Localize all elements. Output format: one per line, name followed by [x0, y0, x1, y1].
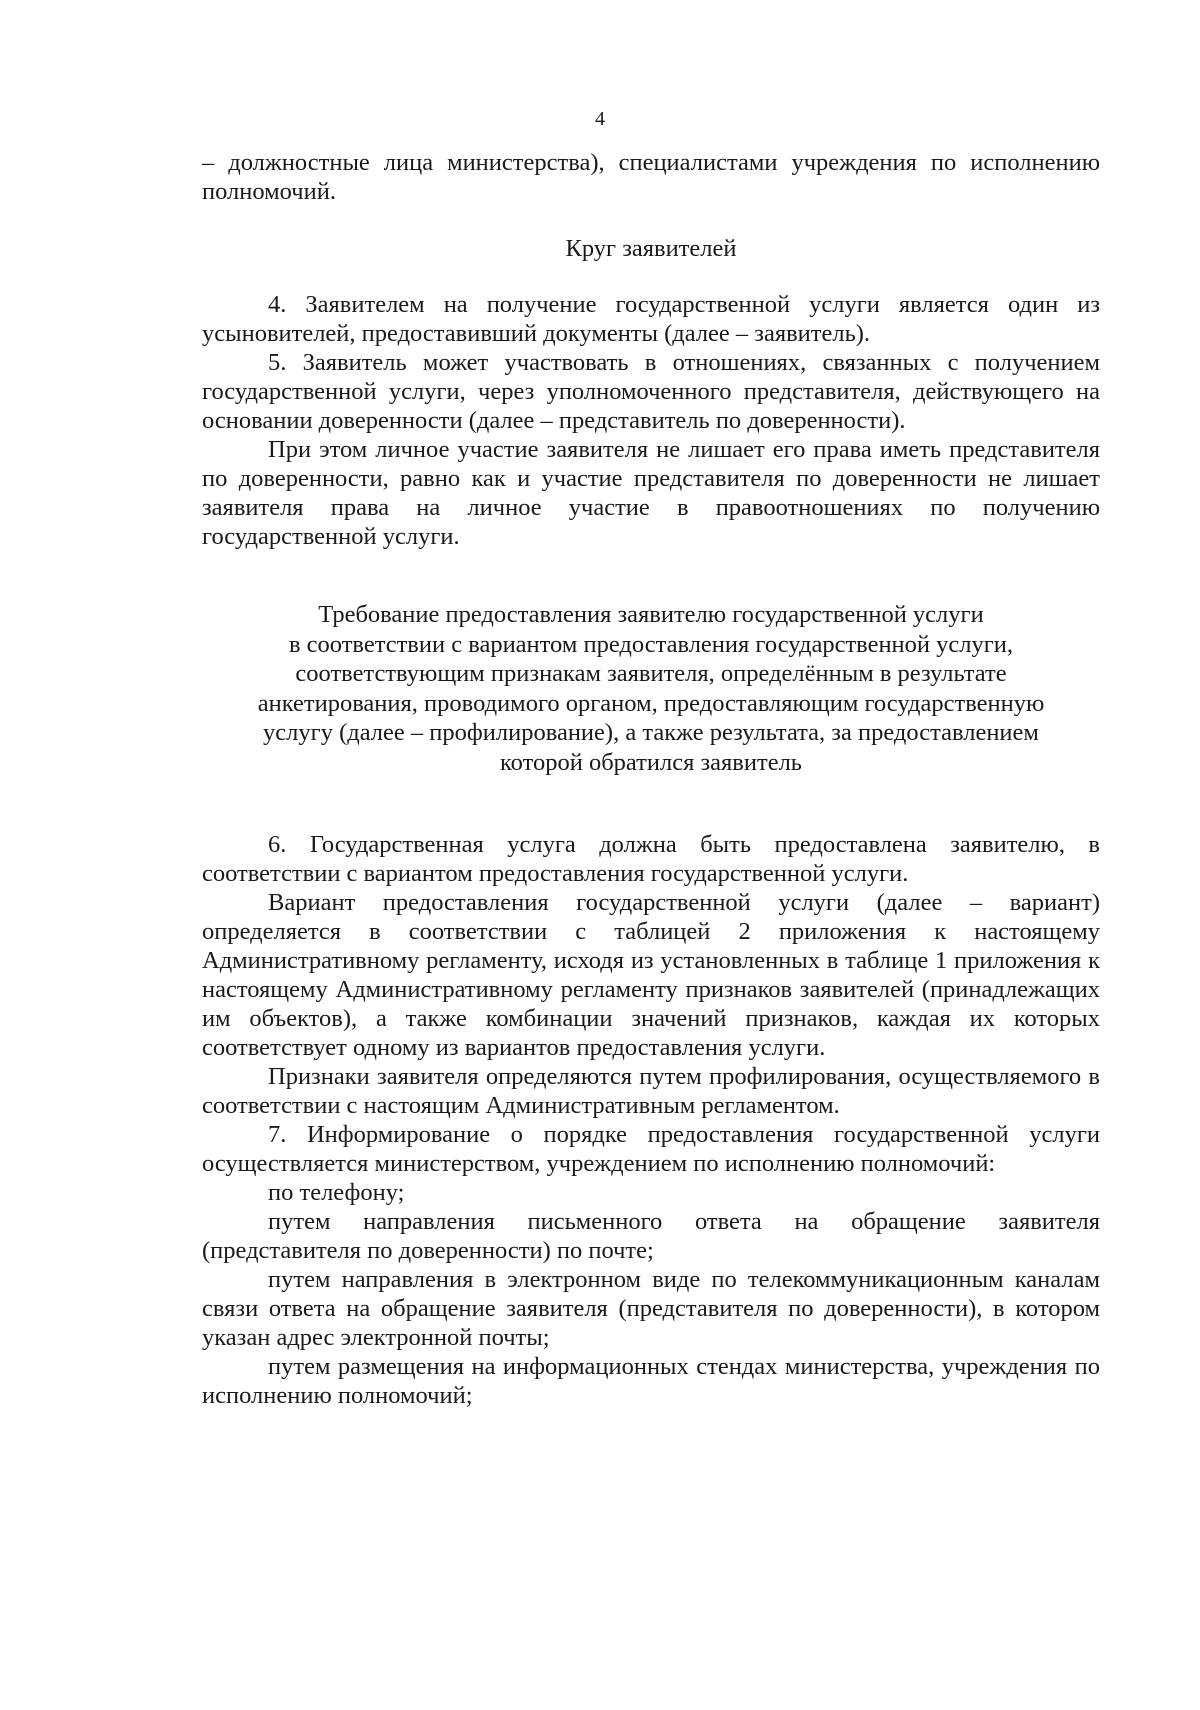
paragraph-6: 6. Государственная услуга должна быть предоставлена заявителю, в соответствии с вариантом предоставления государственной услуги.	[202, 831, 1100, 887]
heading-line: в соответствии с вариантом предоставления государственной услуги,	[288, 630, 1014, 658]
list-item-mail: путем направления письменного ответа на обращение заявителя (представителя по доверенности) по почте;	[202, 1208, 1100, 1264]
section-applicants-body	[202, 290, 1100, 551]
heading-line: которой обратился заявитель	[500, 748, 802, 776]
intro-paragraph: – должностные лица министерства), специалистами учреждения по исполнению полномочий.	[202, 149, 1100, 205]
heading-line: услугу (далее – профилирование), а также результата, за предоставлением	[263, 719, 1039, 746]
list-item-electronic: путем направления в электронном виде по телекоммуникационным каналам связи ответа на обращение заявителя (представителя по доверенности), в котором указан адрес электронной почты;	[202, 1266, 1100, 1351]
section-heading-applicants: Круг заявителей	[565, 235, 737, 262]
list-item-stands: путем размещения на информационных стендах министерства, учреждения по исполнению полномочий;	[202, 1353, 1100, 1409]
section-heading-requirement	[202, 600, 1100, 777]
paragraph-variant: Вариант предоставления государственной услуги (далее – вариант) определяется в соответствии с таблицей 2 приложения к настоящему Административному регламенту, исходя из установленных в таблице 1 приложения к настоящему Административному регламенту признаков заявителей (принадлежащих им объектов), а также комбинации значений признаков, каждая их которых соответствует одному из вариантов предоставления услуги.	[202, 889, 1100, 1061]
paragraph-5-continuation: При этом личное участие заявителя не лишает его права иметь представителя по доверенности, равно как и участие представителя по доверенности не лишает заявителя права на личное участие в правоотношениях по получению государственной услуги.	[202, 436, 1100, 550]
page-number: 4	[595, 108, 605, 130]
intro-block	[202, 148, 1100, 206]
list-item-phone: по телефону;	[268, 1179, 405, 1206]
paragraph-7: 7. Информирование о порядке предоставления государственной услуги осуществляется министерством, учреждением по исполнению полномочий:	[202, 1121, 1100, 1177]
heading-line: соответствующим признакам заявителя, определённым в результате	[295, 660, 1007, 687]
paragraph-4: 4. Заявителем на получение государственной услуги является один из усыновителей, предоставивший документы (далее – заявитель).	[202, 291, 1100, 347]
section-requirement-body	[202, 830, 1100, 1410]
paragraph-applicant-signs: Признаки заявителя определяются путем профилирования, осуществляемого в соответствии с настоящим Административным регламентом.	[202, 1063, 1100, 1119]
heading-line: Требование предоставления заявителю государственной услуги	[318, 601, 984, 628]
heading-line: анкетирования, проводимого органом, предоставляющим государственную	[257, 689, 1045, 717]
paragraph-5: 5. Заявитель может участвовать в отношениях, связанных с получением государственной услуги, через уполномоченного представителя, действующего на основании доверенности (далее – представитель по доверенности).	[202, 349, 1100, 434]
